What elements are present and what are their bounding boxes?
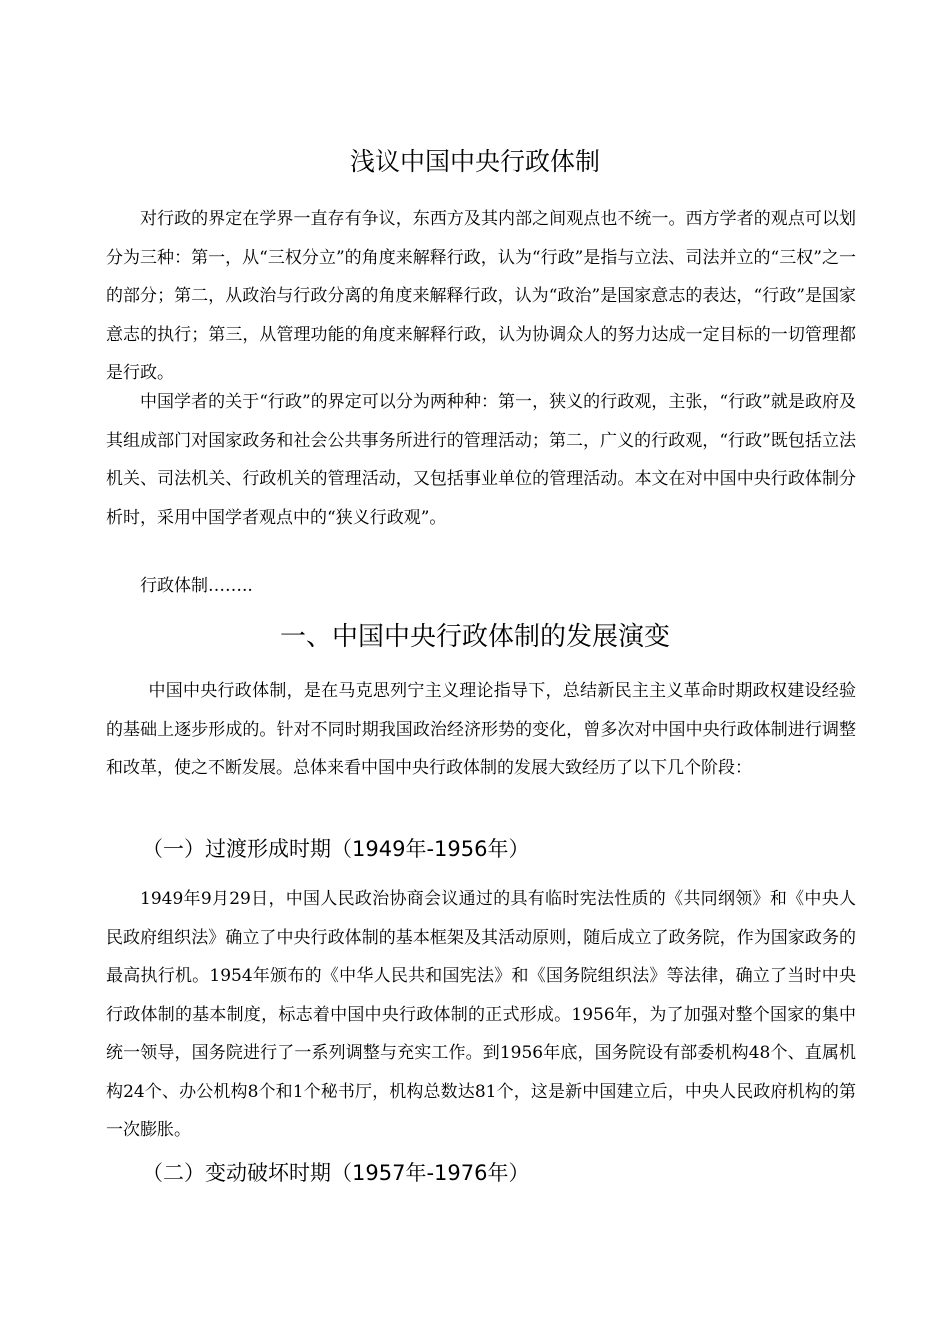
paragraph-intro-western: 对行政的界定在学界一直存有争议，东西方及其内部之间观点也不统一。西方学者的观点可以划分为三种：第一，从“三权分立”的角度来解释行政，认为“行政”是指与立法、司法并立的“三权”之一的部分；第二，从政治与行政分离的角度来解释行政，认为“政治”是国家意志的表达，“行政”是国家意志的执行；第三，从管理功能的角度来解释行政，认为协调众人的努力达成一定目标的一切管理都是行政。: [106, 209, 856, 383]
paragraph-development-overview: 中国中央行政体制，是在马克思列宁主义理论指导下，总结新民主主义革命时期政权建设经验的基础上逐步形成的。针对不同时期我国政治经济形势的变化，曾多次对中国中央行政体制进行调整和改革，使之不断发展。总体来看中国中央行政体制的发展大致经历了以下几个阶段：: [106, 681, 856, 778]
subsection-heading-disruption: （二）变动破坏时期（1957年-1976年）: [142, 1161, 530, 1185]
document-title: 浅议中国中央行政体制: [349, 147, 600, 176]
paragraph-intro-chinese: 中国学者的关于“行政”的界定可以分为两种种：第一，狭义的行政观，主张，“行政”就是政府及其组成部门对国家政务和社会公共事务所进行的管理活动；第二，广义的行政观，“行政”既包括立法机关、司法机关、行政机关的管理活动，又包括事业单位的管理活动。本文在对中国中央行政体制分析时，采用中国学者观点中的“狭义行政观”。: [106, 392, 856, 528]
section-heading-development: 一、中国中央行政体制的发展演变: [279, 622, 670, 652]
paragraph-transition-period: 1949年9月29日，中国人民政治协商会议通过的具有临时宪法性质的《共同纲领》和《中央人民政府组织法》确立了中央行政体制的基本框架及其活动原则，随后成立了政务院，作为国家政务的最高执行机。1954年颁布的《中华人民共和国宪法》和《国务院组织法》等法律，确立了当时中央行政体制的基本制度，标志着中国中央行政体制的正式形成。1956年，为了加强对整个国家的集中统一领导，国务院进行了一系列调整与充实工作。到1956年底，国务院设有部委机构48个、直属机构24个、办公机构8个和1个秘书厅，机构总数达81个，这是新中国建立后，中央人民政府机构的第一次膨胀。: [106, 889, 856, 1140]
paragraph-admin-system: 行政体制……..: [140, 576, 253, 596]
subsection-heading-transition: （一）过渡形成时期（1949年-1956年）: [142, 837, 530, 861]
